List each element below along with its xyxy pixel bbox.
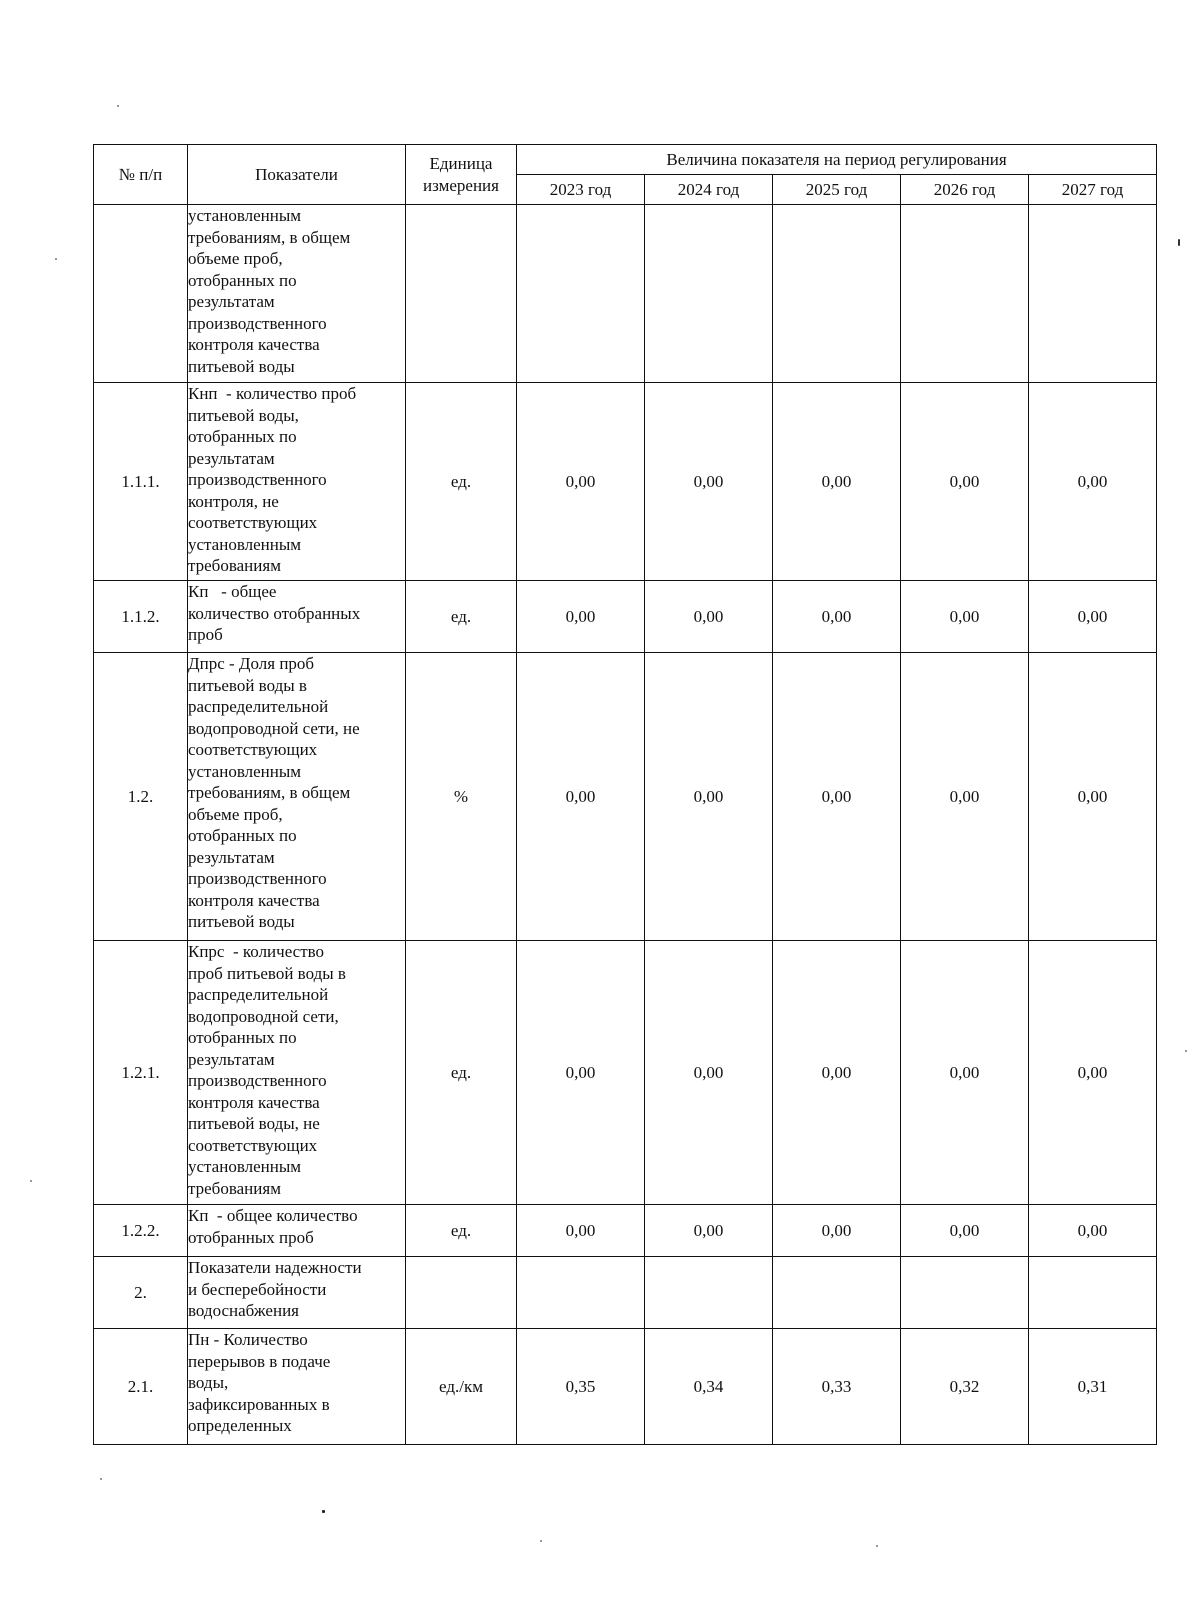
value-cell <box>1029 1257 1157 1329</box>
indicator-line: питьевой воды, <box>188 405 299 425</box>
row-number-cell: 2.1. <box>94 1329 188 1445</box>
header-unit-line: Единица <box>429 154 493 173</box>
indicator-line: результатам <box>188 292 275 311</box>
header-num: № п/п <box>94 145 188 205</box>
value-cell: 0,00 <box>773 1205 901 1257</box>
indicator-line: контроля качества <box>188 335 320 354</box>
indicators-table <box>93 144 1157 1445</box>
indicator-line: воды, <box>188 1373 229 1392</box>
row-number-cell: 1.1.2. <box>94 581 188 653</box>
value-cell: 0,00 <box>517 383 645 581</box>
indicator-line: контроля качества <box>188 890 320 910</box>
table-row <box>94 581 1157 653</box>
indicator-line: отобранных по <box>188 270 297 290</box>
value-cell: 0,00 <box>901 1205 1029 1257</box>
table-row <box>94 941 1157 1205</box>
indicator-line: отобранных по <box>188 427 297 446</box>
scan-speck <box>55 258 57 260</box>
row-number-cell: 1.2. <box>94 653 188 941</box>
indicator-line: Кпрс - количество <box>188 942 325 961</box>
indicator-line: контроля качества <box>188 1092 320 1112</box>
value-cell: 0,35 <box>517 1329 645 1445</box>
scan-speck <box>30 1180 32 1182</box>
indicator-line: соответствующих <box>188 740 318 759</box>
indicator-line: объеме проб, <box>188 249 283 268</box>
value-cell: 0,00 <box>645 1205 773 1257</box>
indicator-line: определенных <box>188 1416 292 1435</box>
indicator-line: требованиям <box>188 1178 281 1198</box>
header-unit-line: измерения <box>423 175 499 195</box>
value-cell <box>901 205 1029 383</box>
indicator-line: распределительной <box>188 985 329 1004</box>
header-year: 2024 год <box>645 175 773 205</box>
indicator-line: Показатели надежности <box>188 1258 362 1277</box>
scan-speck <box>117 105 119 107</box>
indicator-line: отобранных по <box>188 1028 297 1047</box>
scan-speck <box>1178 239 1180 246</box>
value-cell: 0,00 <box>773 383 901 581</box>
indicator-line: установленным <box>188 761 302 781</box>
indicator-line: установленным <box>188 1157 302 1176</box>
header-indicator: Показатели <box>188 145 406 205</box>
indicator-line: Кнп - количество проб <box>188 384 357 403</box>
row-number-cell <box>94 205 188 383</box>
table-row <box>94 653 1157 941</box>
indicator-cell <box>188 581 406 653</box>
indicator-line: количество отобранных <box>188 603 361 623</box>
indicator-line: требованиям <box>188 556 281 575</box>
indicator-line: соответствующих <box>188 513 318 532</box>
row-number-cell: 1.2.2. <box>94 1205 188 1257</box>
value-cell: 0,00 <box>645 581 773 653</box>
indicator-cell <box>188 205 406 383</box>
value-cell: 0,00 <box>773 941 901 1205</box>
value-cell <box>517 1257 645 1329</box>
value-cell <box>645 205 773 383</box>
scan-speck <box>540 1540 542 1542</box>
header-period: Величина показателя на период регулирования <box>517 145 1157 175</box>
indicator-cell <box>188 383 406 581</box>
value-cell: 0,00 <box>517 653 645 941</box>
indicator-line: отобранных проб <box>188 1227 314 1247</box>
indicator-line: производственного <box>188 470 327 489</box>
indicator-line: производственного <box>188 869 327 888</box>
value-cell: 0,00 <box>901 941 1029 1205</box>
table-row <box>94 1329 1157 1445</box>
indicator-line: питьевой воды <box>188 356 295 376</box>
value-cell <box>645 1257 773 1329</box>
indicator-line: Дпрс - Доля проб <box>188 654 315 673</box>
value-cell <box>773 205 901 383</box>
scan-speck <box>322 1510 325 1513</box>
indicator-line: и бесперебойности <box>188 1279 327 1299</box>
value-cell: 0,32 <box>901 1329 1029 1445</box>
indicator-line: Кп - общее <box>188 582 277 601</box>
header-year: 2027 год <box>1029 175 1157 205</box>
indicator-line: водоснабжения <box>188 1301 299 1320</box>
value-cell: 0,34 <box>645 1329 773 1445</box>
value-cell: 0,00 <box>645 383 773 581</box>
table-row <box>94 1205 1157 1257</box>
indicator-line: Пн - Количество <box>188 1330 308 1349</box>
indicator-line: питьевой воды в <box>188 675 307 695</box>
header-unit <box>406 145 517 205</box>
indicator-line: водопроводной сети, не <box>188 718 360 738</box>
value-cell: 0,00 <box>645 653 773 941</box>
scan-speck <box>100 1478 102 1480</box>
indicator-line: производственного <box>188 313 327 333</box>
value-cell <box>901 1257 1029 1329</box>
value-cell: 0,00 <box>517 941 645 1205</box>
indicator-line: установленным <box>188 534 302 554</box>
unit-cell <box>406 205 517 383</box>
indicator-line: производственного <box>188 1071 327 1090</box>
indicator-line: зафиксированных в <box>188 1394 330 1414</box>
header-year: 2023 год <box>517 175 645 205</box>
value-cell: 0,33 <box>773 1329 901 1445</box>
indicator-cell <box>188 1329 406 1445</box>
indicator-cell <box>188 1205 406 1257</box>
indicator-line: питьевой воды, не <box>188 1114 320 1133</box>
table-row <box>94 1257 1157 1329</box>
value-cell: 0,00 <box>1029 383 1157 581</box>
value-cell: 0,00 <box>773 581 901 653</box>
table-body <box>94 205 1157 1445</box>
value-cell: 0,00 <box>901 581 1029 653</box>
unit-cell: ед. <box>406 941 517 1205</box>
table-header <box>94 145 1157 205</box>
value-cell: 0,00 <box>773 653 901 941</box>
indicator-line: водопроводной сети, <box>188 1006 339 1026</box>
indicator-line: соответствующих <box>188 1135 318 1155</box>
value-cell <box>773 1257 901 1329</box>
value-cell <box>1029 205 1157 383</box>
unit-cell: % <box>406 653 517 941</box>
unit-cell: ед. <box>406 581 517 653</box>
row-number-cell: 1.2.1. <box>94 941 188 1205</box>
value-cell: 0,00 <box>517 1205 645 1257</box>
value-cell: 0,00 <box>517 581 645 653</box>
unit-cell: ед. <box>406 1205 517 1257</box>
indicator-line: результатам <box>188 448 275 468</box>
indicator-line: требованиям, в общем <box>188 783 351 802</box>
value-cell <box>517 205 645 383</box>
value-cell: 0,00 <box>901 653 1029 941</box>
unit-cell: ед./км <box>406 1329 517 1445</box>
header-year: 2026 год <box>901 175 1029 205</box>
header-year: 2025 год <box>773 175 901 205</box>
indicator-cell <box>188 653 406 941</box>
indicator-line: объеме проб, <box>188 804 283 824</box>
indicator-line: требованиям, в общем <box>188 227 351 247</box>
value-cell: 0,00 <box>1029 941 1157 1205</box>
scan-speck <box>876 1545 878 1547</box>
value-cell: 0,31 <box>1029 1329 1157 1445</box>
indicator-cell <box>188 1257 406 1329</box>
indicator-line: отобранных по <box>188 826 297 845</box>
indicator-line: проб питьевой воды в <box>188 963 346 983</box>
unit-cell <box>406 1257 517 1329</box>
value-cell: 0,00 <box>645 941 773 1205</box>
indicator-line: результатам <box>188 847 275 867</box>
indicator-cell <box>188 941 406 1205</box>
indicator-line: питьевой воды <box>188 912 295 931</box>
row-number-cell: 1.1.1. <box>94 383 188 581</box>
table-row <box>94 205 1157 383</box>
table-row <box>94 383 1157 581</box>
indicator-line: распределительной <box>188 697 329 716</box>
unit-cell: ед. <box>406 383 517 581</box>
indicator-line: установленным <box>188 206 302 225</box>
row-number-cell: 2. <box>94 1257 188 1329</box>
value-cell: 0,00 <box>901 383 1029 581</box>
indicator-line: результатам <box>188 1049 275 1069</box>
value-cell: 0,00 <box>1029 653 1157 941</box>
indicator-line: Кп - общее количество <box>188 1206 358 1225</box>
value-cell: 0,00 <box>1029 581 1157 653</box>
scan-speck <box>1185 1050 1187 1052</box>
indicator-line: проб <box>188 625 223 644</box>
value-cell: 0,00 <box>1029 1205 1157 1257</box>
indicator-line: перерывов в подаче <box>188 1351 331 1371</box>
indicator-line: контроля, не <box>188 491 279 511</box>
